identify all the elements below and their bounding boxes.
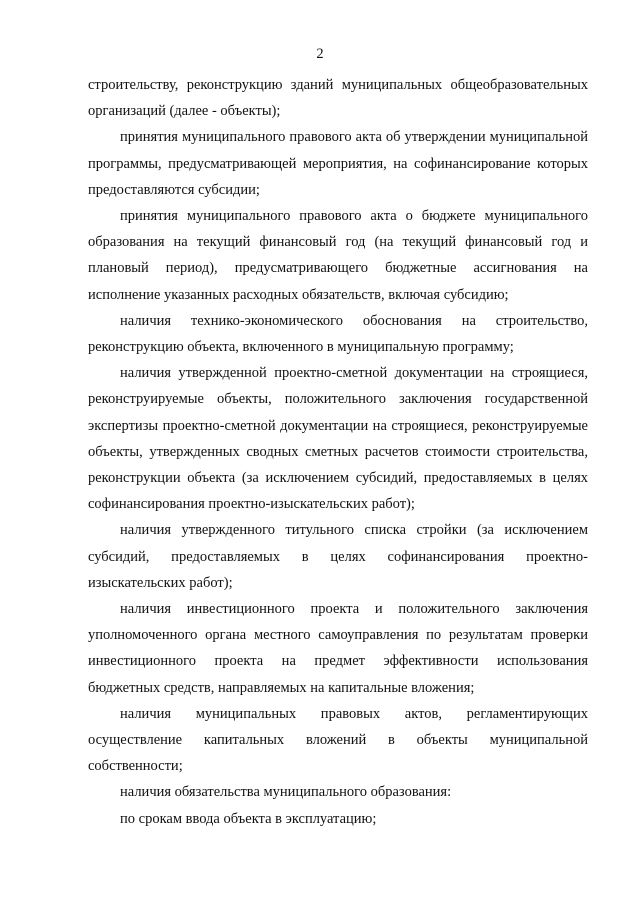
paragraph-5: наличия утвержденной проектно-сметной документации на строящиеся, реконструируемые объекты, положительного заключения государственной экспертизы проектно-сметной документации на строящиеся, реконструируемые объекты, утвержденных сводных сметных расчетов стоимости строительства, реконструкции объекта (за исключением субсидий, предоставляемых в целях софинансирования проектно-изыскательских работ); [88, 365, 588, 513]
paragraph-10: по срокам ввода объекта в эксплуатацию; [120, 810, 377, 827]
paragraph-1: строительству, реконструкцию зданий муниципальных общеобразовательных организаций (далее - объекты); [88, 77, 588, 120]
paragraph-7: наличия инвестиционного проекта и положительного заключения уполномоченного органа местного самоуправления по результатам проверки инвестиционного проекта на предмет эффективности использования бюджетных средств, направляемых на капитальные вложения; [88, 601, 588, 696]
paragraph-4: наличия технико-экономического обоснования на строительство, реконструкцию объекта, включенного в муниципальную программу; [88, 312, 588, 356]
paragraph-2: принятия муниципального правового акта об утверждении муниципальной программы, предусматривающей мероприятия, на софинансирование которых предоставляются субсидии; [88, 129, 588, 198]
paragraph-3: принятия муниципального правового акта о бюджете муниципального образования на текущий финансовый год (на текущий финансовый год и плановый период), предусматривающего бюджетные ассигнования на исполнение указанных расходных обязательств, включая субсидию; [88, 208, 588, 303]
paragraph-6: наличия утвержденного титульного списка стройки (за исключением субсидий, предоставляемых в целях софинансирования проектно-изыскательских работ); [88, 522, 588, 591]
document-body [88, 72, 588, 832]
paragraph-8: наличия муниципальных правовых актов, регламентирующих осуществление капитальных вложений в объекты муниципальной собственности; [88, 705, 588, 775]
paragraph-9: наличия обязательства муниципального образования: [120, 784, 452, 801]
page-number: 2 [316, 46, 324, 62]
